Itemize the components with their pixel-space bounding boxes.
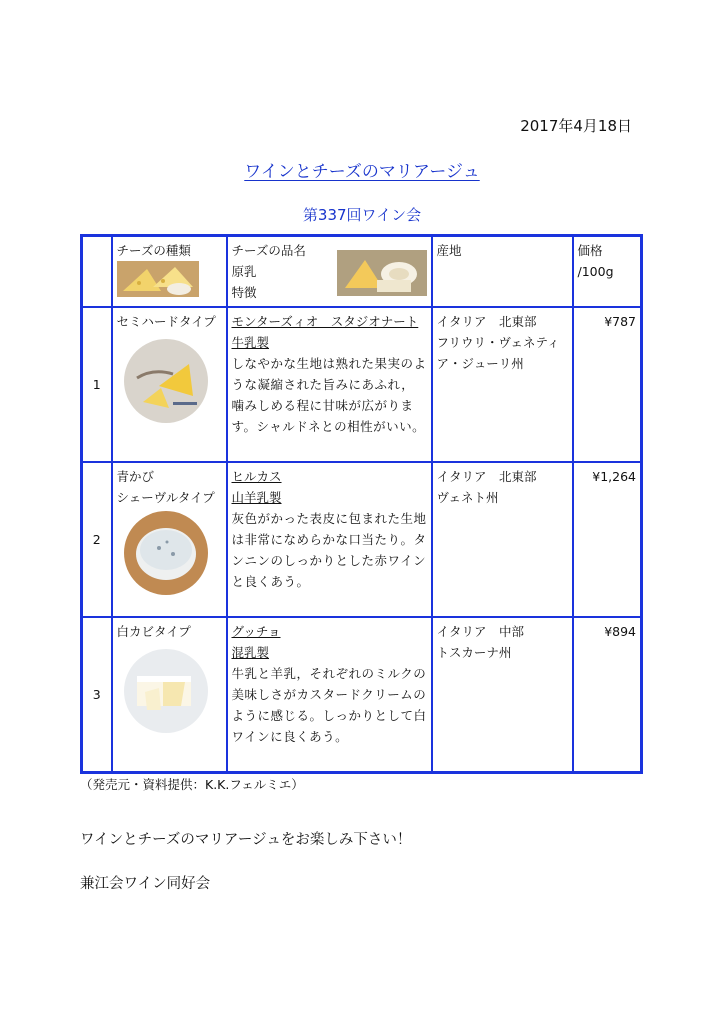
cheese-milk: 山羊乳製 [231,490,282,505]
cheese-description: 灰色がかった表皮に包まれた生地は非常になめらかな口当たり。タンニンのしっかりとした赤ワイン と良くあう。 [231,511,440,589]
closing-message: ワインとチーズのマリアージュをお楽しみ下さい！ [80,832,412,848]
row-number: 1 [82,307,112,462]
row-number: 3 [82,617,112,772]
header-type-label: チーズの種類 [116,243,191,258]
cheese-type-secondary: シェーヴルタイプ [116,490,215,505]
cheese-table [80,234,643,774]
table-row [82,307,642,462]
origin-region: ヴェネト州 [436,490,499,505]
cheese-type: セミハードタイプ [116,314,216,329]
header-name-cell [227,236,432,308]
origin-cell [432,307,573,462]
row-number: 2 [82,462,112,617]
club-name: 兼江会ワイン同好会 [80,876,211,892]
cheese-name: モンターズィオ スタジオナート [231,314,419,329]
origin-cell [432,617,573,772]
name-cell [227,462,440,617]
cheese-milk: 牛乳製 [231,335,270,350]
event-subtitle: 第337回ワイン会 [302,206,422,224]
table-header-row [82,236,642,308]
type-cell [112,462,227,617]
header-origin-label: 産地 [436,243,462,258]
header-price-label: 価格 [577,243,603,258]
origin-country: イタリア 北東部 [436,314,537,329]
type-cell [112,617,227,772]
header-price-cell [573,236,642,308]
origin-cell [432,462,573,617]
header-no-cell [82,236,112,308]
table-row [82,462,642,617]
price-cell: ¥894 [573,617,642,772]
price-cell: ¥1,264 [573,462,642,617]
source-note: （発売元・資料提供：K.K.フェルミエ） [80,777,304,792]
cheese-milk: 混乳製 [231,645,270,660]
header-origin-cell [432,236,573,308]
hircus-cheese-photo [123,510,209,596]
cheese-name: グッチョ [231,624,281,639]
type-cell [112,307,227,462]
montasio-cheese-photo [123,338,209,424]
origin-region: フリウリ・ヴェネティア・ジューリ州 [436,335,560,371]
name-cell [227,307,432,462]
cheese-description: しなやかな生地は熟れた果実のような凝縮された旨みにあふれ，噛みしめる程に甘味が広がります。シャルドネとの相性がいい。 [231,356,427,434]
document-date: 2017年4月18日 [520,117,632,135]
origin-region: トスカーナ州 [436,645,512,660]
cheese-name: ヒルカス [231,469,282,484]
table-row [82,617,642,772]
document-title: ワインとチーズのマリアージュ [244,162,480,182]
name-cell [227,617,432,772]
header-feature-label: 特徴 [231,285,257,300]
header-milk-label: 原乳 [231,264,257,279]
cheese-assortment-photo [337,250,427,296]
header-type-cell [112,236,227,308]
guccio-cheese-photo [123,648,209,734]
cheese-platter-photo [117,261,199,297]
price-cell: ¥787 [573,307,642,462]
origin-country: イタリア 中部 [436,624,525,639]
header-name-label: チーズの品名 [231,243,306,258]
cheese-description: 牛乳と羊乳，それぞれのミルクの美味しさがカスタードクリームのように感じる。しっかりとして白ワインに良くあう。 [231,666,427,744]
origin-country: イタリア 北東部 [436,469,537,484]
cheese-type: 白カビタイプ [116,624,191,639]
cheese-type: 青かび [116,469,155,484]
header-price-unit: /100g [577,264,614,279]
